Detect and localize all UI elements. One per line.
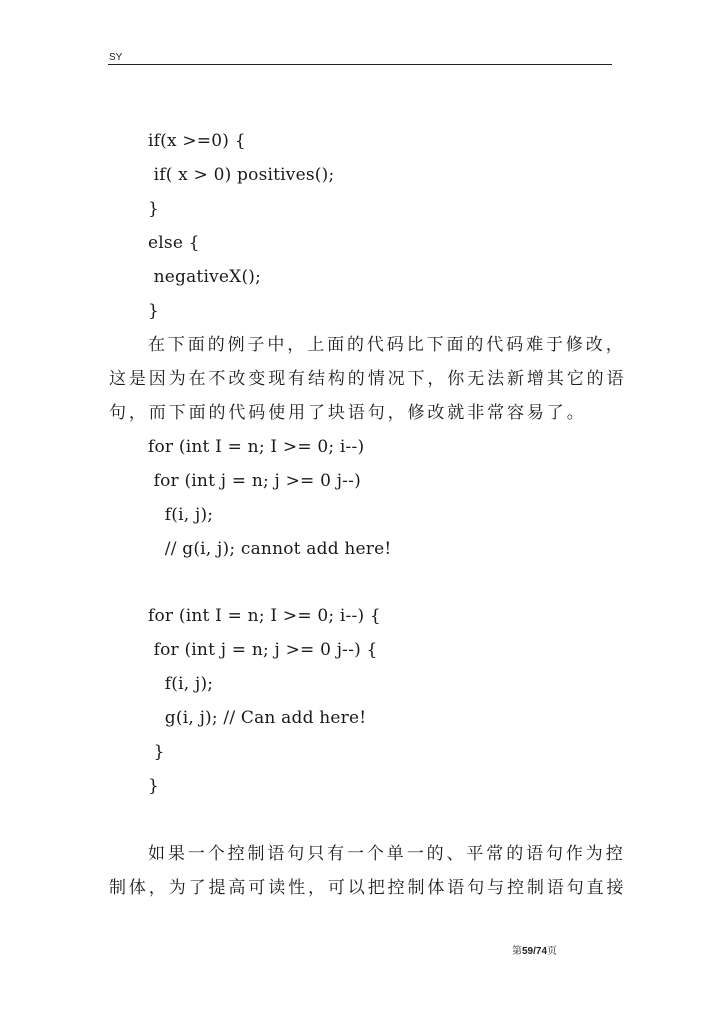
paragraph-line: 这是因为在不改变现有结构的情况下，你无法新增其它的语	[109, 369, 627, 389]
code-line: }	[148, 199, 160, 219]
code-line: for (int j = n; j >= 0 j--) {	[148, 640, 378, 660]
page-number	[512, 942, 557, 957]
code-line: else {	[148, 233, 200, 253]
code-line: }	[148, 776, 160, 796]
code-line: for (int I = n; I >= 0; i--)	[148, 437, 365, 457]
code-line: f(i, j);	[148, 505, 214, 525]
code-line: g(i, j); // Can add here!	[148, 708, 367, 728]
code-line: }	[148, 742, 165, 762]
paragraph-line: 句，而下面的代码使用了块语句，修改就非常容易了。	[109, 403, 587, 423]
code-line: negativeX();	[148, 267, 262, 287]
page-number-suffix: 页	[547, 946, 558, 957]
code-line: if( x > 0) positives();	[148, 165, 335, 185]
code-line: }	[148, 301, 160, 321]
header-divider	[108, 64, 612, 65]
paragraph-line: 制体，为了提高可读性，可以把控制体语句与控制语句直接	[109, 878, 627, 898]
page-number-value: 59/74	[522, 946, 548, 957]
paragraph-line: 如果一个控制语句只有一个单一的、平常的语句作为控	[148, 844, 626, 864]
code-line: f(i, j);	[148, 674, 214, 694]
code-line: for (int I = n; I >= 0; i--) {	[148, 606, 381, 626]
code-line: // g(i, j); cannot add here!	[148, 539, 392, 559]
paragraph-line: 在下面的例子中，上面的代码比下面的代码难于修改，	[148, 335, 626, 355]
page-header-label: SY	[109, 52, 123, 63]
code-line: for (int j = n; j >= 0 j--)	[148, 471, 361, 491]
page-number-prefix: 第	[512, 946, 522, 957]
code-line: if(x >=0) {	[148, 131, 246, 151]
